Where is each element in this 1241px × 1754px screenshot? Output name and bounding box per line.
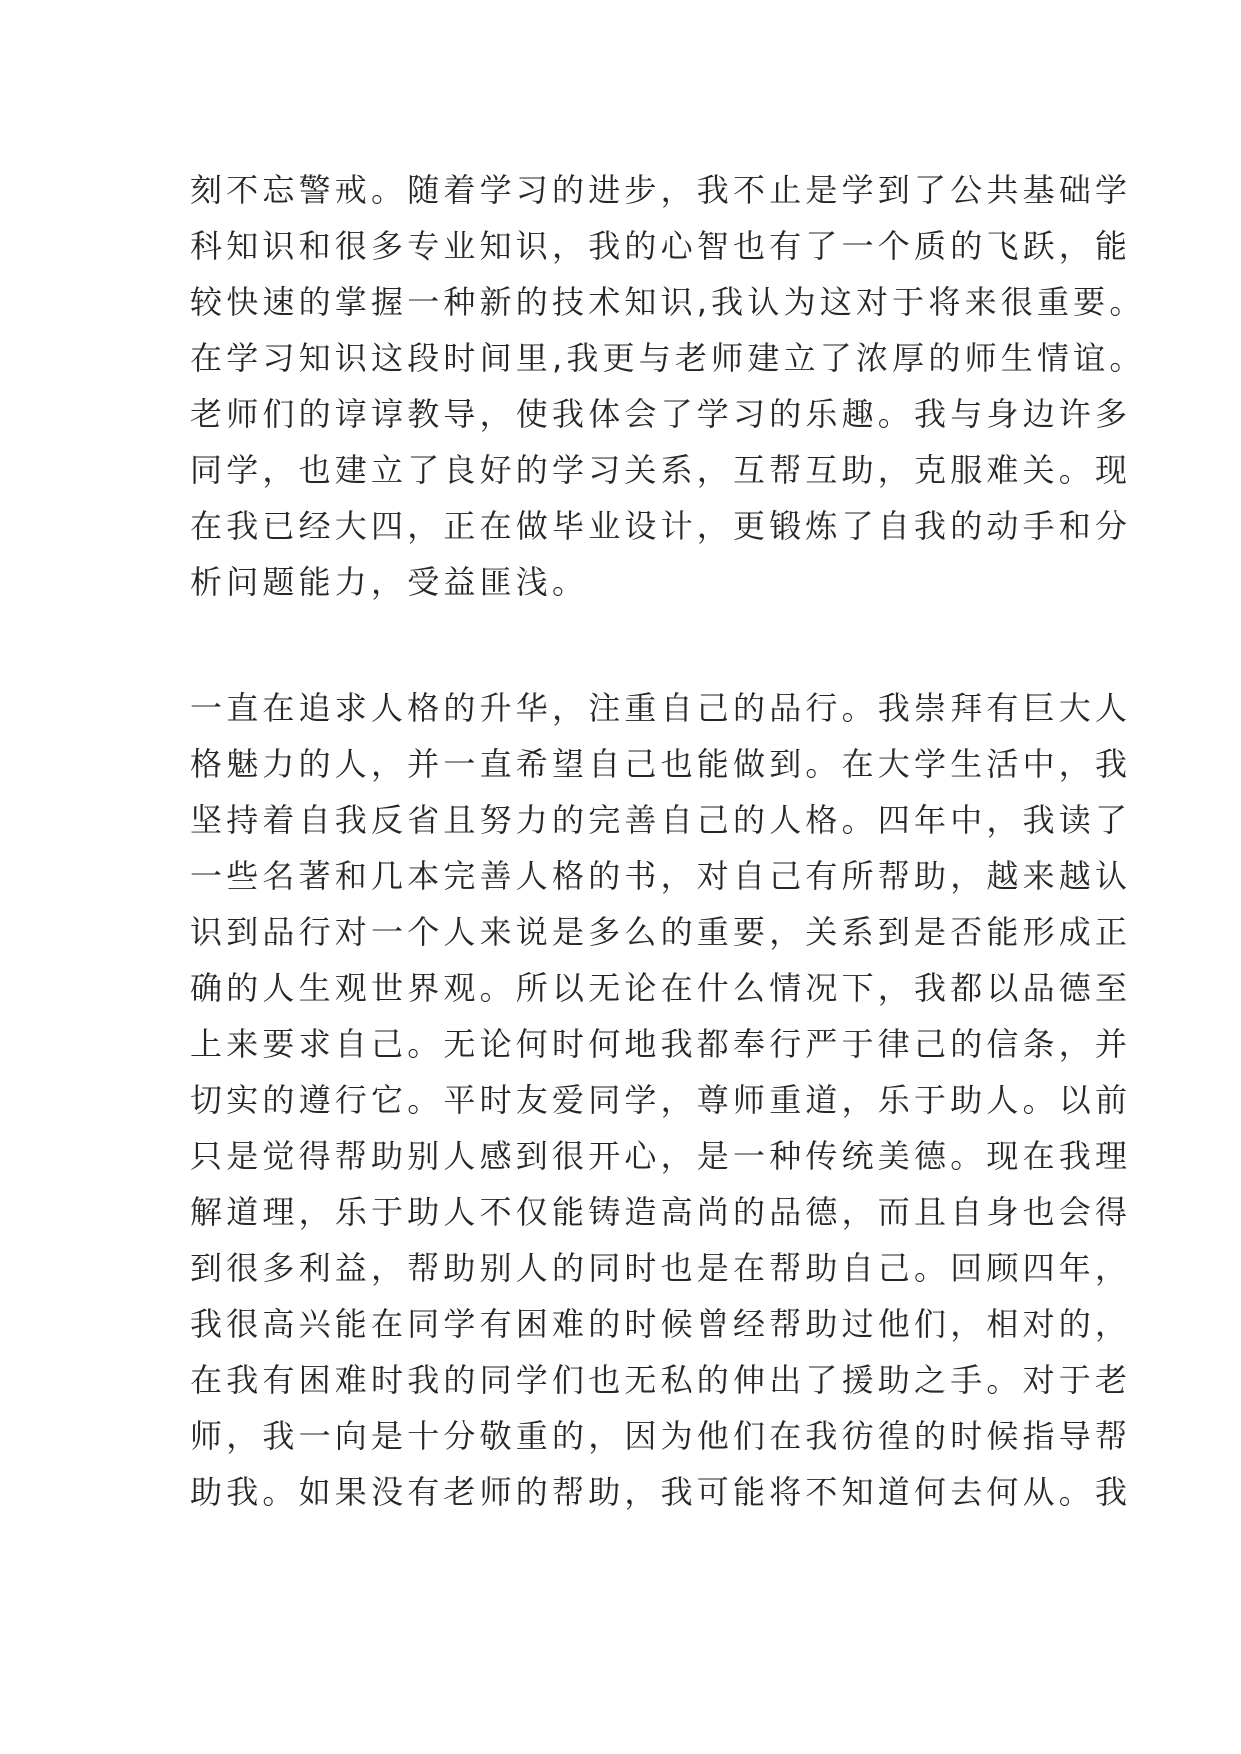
text-line: 只是觉得帮助别人感到很开心，是一种传统美德。现在我理 — [190, 1137, 1132, 1175]
text-line: 我很高兴能在同学有困难的时候曾经帮助过他们，相对的， — [190, 1305, 1132, 1343]
text-line: 格魅力的人，并一直希望自己也能做到。在大学生活中，我 — [190, 745, 1132, 783]
text-line: 老师们的谆谆教导，使我体会了学习的乐趣。我与身边许多 — [190, 395, 1132, 433]
text-line: 师，我一向是十分敬重的，因为他们在我彷徨的时候指导帮 — [190, 1417, 1132, 1455]
text-line: 在我有困难时我的同学们也无私的伸出了援助之手。对于老 — [190, 1361, 1132, 1399]
text-line: 上来要求自己。无论何时何地我都奉行严于律己的信条，并 — [190, 1025, 1132, 1063]
text-line: 析问题能力，受益匪浅。 — [190, 563, 589, 601]
text-line: 一些名著和几本完善人格的书，对自己有所帮助，越来越认 — [190, 857, 1132, 895]
text-line: 科知识和很多专业知识，我的心智也有了一个质的飞跃，能 — [190, 227, 1132, 265]
text-line: 助我。如果没有老师的帮助，我可能将不知道何去何从。我 — [190, 1473, 1132, 1511]
text-line: 切实的遵行它。平时友爱同学，尊师重道，乐于助人。以前 — [190, 1081, 1132, 1119]
text-line: 到很多利益，帮助别人的同时也是在帮助自己。回顾四年， — [190, 1249, 1132, 1287]
paragraph-1 — [190, 162, 1146, 610]
text-line: 较快速的掌握一种新的技术知识,我认为这对于将来很重要。 — [190, 283, 1146, 321]
text-line: 识到品行对一个人来说是多么的重要，关系到是否能形成正 — [190, 913, 1132, 951]
text-line: 坚持着自我反省且努力的完善自己的人格。四年中，我读了 — [190, 801, 1132, 839]
text-line: 同学，也建立了良好的学习关系，互帮互助，克服难关。现 — [190, 451, 1132, 489]
text-line: 一直在追求人格的升华，注重自己的品行。我崇拜有巨大人 — [190, 689, 1132, 727]
text-line: 刻不忘警戒。随着学习的进步，我不止是学到了公共基础学 — [190, 171, 1132, 209]
paragraph-2 — [190, 680, 1132, 1520]
text-line: 确的人生观世界观。所以无论在什么情况下，我都以品德至 — [190, 969, 1132, 1007]
text-line: 在我已经大四，正在做毕业设计，更锻炼了自我的动手和分 — [190, 507, 1132, 545]
text-line: 在学习知识这段时间里,我更与老师建立了浓厚的师生情谊。 — [190, 339, 1146, 377]
text-line: 解道理，乐于助人不仅能铸造高尚的品德，而且自身也会得 — [190, 1193, 1132, 1231]
